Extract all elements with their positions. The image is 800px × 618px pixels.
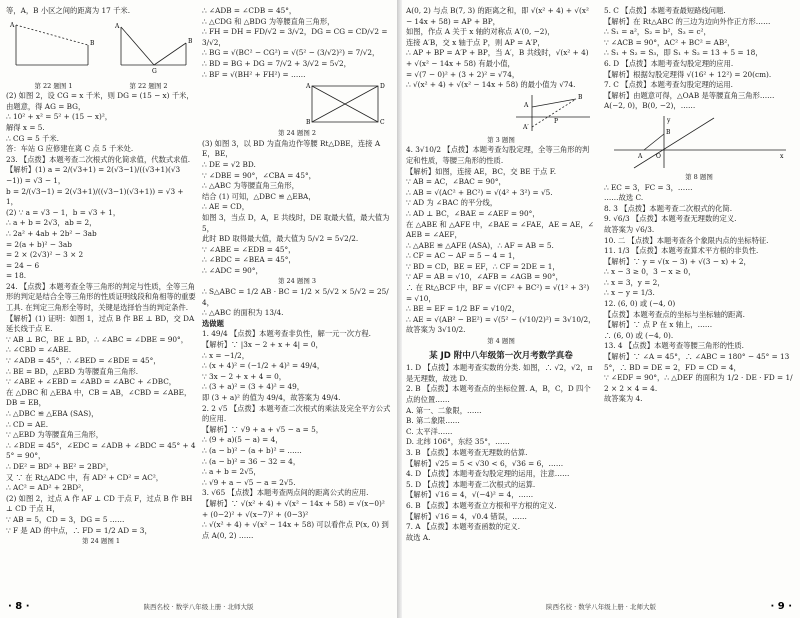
text-line: ∴ √(x² + 4) + √(x² − 14x + 58) 可以看作点 P(x, 0) 到点 A(0, 2) …… bbox=[202, 520, 389, 540]
text-line: ∵ ∠DBE = 90°，∠CBA = 45°， bbox=[202, 170, 316, 180]
text-line: 5. C 【点拨】本题考查最短路线问题. bbox=[604, 6, 726, 15]
text-line: 由题意，得 AG = BG， bbox=[6, 101, 86, 111]
section-heading: 选做题 bbox=[202, 318, 224, 328]
text-line: ∴ △ABC 的面积为 13/4. bbox=[202, 308, 284, 318]
text-line: = 2(a + b)² − 3ab bbox=[6, 239, 72, 249]
text-line: ∴ FH = DH = FD/√2 = 3/√2，DG = CG = CD/√2 = 3/√2， bbox=[202, 27, 390, 47]
text-line: ∴ AC² = AD² + 2BD²， bbox=[6, 483, 89, 493]
left-page-column-1 bbox=[6, 6, 196, 598]
text-line: 8. 3 【点拨】本题考查二次根式的化简. bbox=[604, 203, 733, 213]
svg-text:x: x bbox=[780, 152, 784, 160]
text-line: ∴ S₁ = a²，S₂ = b²，S₃ = c²， bbox=[604, 27, 711, 37]
text-line: ∵ ∠ACB = 90°，AC² + BC² = AB²， bbox=[604, 37, 735, 47]
text-line: ∴ (9 + a)(5 − a) = 4， bbox=[202, 435, 283, 445]
text-line: ∴ ∠CBD = ∠ABE. bbox=[6, 345, 72, 355]
text-line: 故答案为 4. bbox=[604, 394, 643, 404]
svg-text:G: G bbox=[152, 67, 157, 75]
text-line: (2) 如图 2，过点 A 作 AF ⊥ CD 于点 F，过点 B 作 BH ⊥ CD 于点 H， bbox=[6, 493, 195, 514]
text-line: ∴ BE = BD，△EBD 为等腰直角三角形. bbox=[6, 366, 139, 376]
text-line: ∴ x = −1/2， bbox=[202, 350, 249, 360]
text-line: ∴ CD = AE. bbox=[6, 419, 49, 429]
text-line: 【解析】√16 = 4，√0.4 错误，…… bbox=[406, 511, 527, 521]
text-line: 10. 二 【点拨】本题考查各个象限内点的坐标特征. bbox=[604, 235, 769, 245]
text-line: 7. A 【点拨】本题考查函数的定义. bbox=[406, 522, 521, 532]
figure-caption: 第 4 题图 bbox=[487, 337, 515, 346]
text-line: 5. D 【点拨】本题考查二次根式的运算. bbox=[406, 479, 536, 489]
text-line: 【解析】(1) 证明：如图 1，过点 B 作 BE ⊥ BD，交 DA 延长线于点 E. bbox=[6, 313, 197, 334]
text-line: 在 △DBC 和 △EBA 中，CB = AB，∠CBD = ∠ABE，DB = EB， bbox=[6, 387, 192, 408]
text-line: (2) 如图 2，设 CG = x 千米，则 DG = (15 − x) 千米， bbox=[6, 91, 194, 101]
text-line: 【解析】由题意可得，△OAB 是等腰直角三角形…… bbox=[604, 90, 775, 100]
text-line: ∴ ∠BDE = 45°，∠EDC = ∠ADB + ∠BDC = 45° + 45° = 90°， bbox=[6, 440, 196, 461]
text-line: C. 太平洋…… bbox=[406, 426, 453, 436]
svg-text:B: B bbox=[578, 93, 583, 101]
text-line: 2. 2 √5 【点拨】本题考查二次根式的乘法及完全平方公式的应用. bbox=[202, 403, 391, 424]
text-line: 9. √6/3 【点拨】本题考查无理数的定义. bbox=[604, 214, 737, 224]
text-line: 故选 A. bbox=[406, 532, 431, 542]
text-line: = √(7 − 0)² + (3 + 2)² = √74， bbox=[406, 69, 520, 79]
text-line: (3) 如图 3，以 BD 为直角边作等腰 Rt△DBE，连接 AE，BE， bbox=[202, 138, 381, 159]
text-line: 24. 【点拨】本题考查全等三角形的判定与性质，全等三角形的判定是结合全等三角形的性质证明线段和角相等的重要工具. 在判定三角形全等时，关键是选择恰当的判定条件. bbox=[6, 281, 196, 313]
svg-text:B: B bbox=[90, 39, 95, 47]
text-line: ∴ S₁ + S₂ = S₃，即 S₁ + S₂ = 13 + 5 = 18， bbox=[604, 48, 763, 58]
text-line: 等，A，B 小区之间的距离为 17 千米. bbox=[6, 6, 131, 15]
text-line: ∴ BD = BG + DG = 7/√2 + 3/√2 = 5√2， bbox=[202, 58, 351, 68]
text-line: ∵ F 是 AD 的中点，∴ FD = 1/2 AD = 3， bbox=[6, 525, 152, 535]
exam-title: 某 JD 附中八年级第一次月考数学真卷 bbox=[429, 350, 573, 361]
text-line: 即 (3 + a)² 的值为 49/4，故答案为 49/4. bbox=[202, 393, 341, 402]
text-line: ∴ (3 + a)² = (3 + 4)² = 49， bbox=[202, 382, 305, 392]
text-line: 如图 3，当点 D，A，E 共线时，DE 取最大值，最大值为 5， bbox=[202, 212, 392, 233]
figure-caption: 第 22 题图 2 bbox=[129, 81, 168, 90]
text-line: 11. 1/3 【点拨】本题考查算术平方根的非负性. bbox=[604, 246, 759, 256]
text-line: A. 第一、二象限，…… bbox=[406, 405, 482, 415]
text-line: 【解析】∵ ∠A = 45°，∴ ∠ABC = 180° − 45° = 135°，∴ BD = DE = 2，FD = CD = 4， bbox=[604, 352, 790, 372]
text-line: 【解析】在 Rt△ABC 的三边为边向外作正方形…… bbox=[604, 16, 771, 26]
text-line: ∵ AD 为 ∠BAC 的平分线， bbox=[406, 198, 498, 208]
text-line: = 18. bbox=[6, 271, 27, 281]
text-line: ∴ 10² + x² = 5² + (15 − x)²， bbox=[6, 112, 113, 122]
svg-text:D: D bbox=[380, 83, 385, 91]
text-line: ∴ CF = AC − AF = 5 − 4 = 1， bbox=[406, 251, 520, 261]
text-line: 7. C 【点拨】本题考查勾股定理的运用. bbox=[604, 80, 733, 90]
text-line: 答：车站 G 应修建在离 C 点 5 千米处. bbox=[6, 144, 134, 154]
text-line: 4. 3√10/2 【点拨】本题考查勾股定理，全等三角形的判定和性质，等腰三角形的性质. bbox=[406, 145, 590, 165]
text-line: ∵ AB = AC，∠BAC = 90°， bbox=[406, 177, 506, 187]
right-page bbox=[402, 0, 800, 618]
text-line: 故答案为 √6/3. bbox=[604, 224, 655, 234]
left-page-column-2 bbox=[202, 6, 392, 598]
text-line: 3. √65 【点拨】本题考查两点间的距离公式的应用. bbox=[202, 488, 369, 498]
figure-caption: 第 3 题图 bbox=[487, 135, 515, 144]
text-line: 【点拨】本题考查点的坐标与坐标轴的距离. bbox=[604, 309, 745, 319]
text-line: ∵ ∠ADB = 45°，∴ ∠BED = ∠BDE = 45°， bbox=[6, 356, 161, 366]
text-line: ∴ BE = EF = 1/2 BF = √10/2， bbox=[406, 304, 520, 314]
text-line: ∴ CG = 5 千米. bbox=[6, 133, 60, 143]
text-line: ∴ √9 + a − √5 − a = 2√5. bbox=[202, 477, 296, 487]
text-line: ∴ DE = √2 BD. bbox=[202, 159, 256, 169]
text-line: ∴ S△ABC = 1/2 AB · BC = 1/2 × 5/√2 × 5/√2 = 25/4， bbox=[202, 287, 389, 307]
text-line: ∵ AF = AB = √10，∠AFB = ∠AGB = 90°， bbox=[406, 272, 563, 282]
text-line: (2) ∵ a = √3 − 1，b = √3 + 1， bbox=[6, 207, 121, 217]
page-footer: 陕西名校 · 数学八年级上册 · 北师大版 bbox=[546, 603, 656, 611]
text-line: 【解析】√16 = 4，√(−4)² = 4，…… bbox=[406, 490, 534, 500]
text-line: 2. B 【点拨】本题考查点的坐标位置. A，B，C，D 四个点的位置…… bbox=[406, 384, 591, 404]
text-line: ∴ △ABE ≌ △AFE (ASA)，∴ AF = AB = 5. bbox=[406, 240, 554, 250]
text-line: ∴ (x + 4)² = (−1/2 + 4)² = 49/4， bbox=[202, 361, 325, 371]
figure-caption: 第 8 题图 bbox=[685, 172, 713, 181]
figure-24-2 bbox=[202, 82, 392, 126]
figure-caption: 第 24 题图 1 bbox=[81, 537, 121, 546]
text-line: ∴ (a − b)² − (a + b)² = …… bbox=[202, 445, 302, 455]
text-line: ∵ ∠EDF = 90°，∴ △DEF 的面积为 1/2 · DE · FD = 1/2 × 2 × 4 = 4. bbox=[604, 373, 793, 393]
text-line: 【解析】根据勾股定理得 √(16² + 12²) = 20(cm). bbox=[604, 69, 772, 79]
text-line: A(−2, 0)，B(0, −2)，…… bbox=[604, 101, 696, 111]
text-line: ∴ EC = 3，FC = 3，…… bbox=[604, 182, 693, 192]
left-page bbox=[0, 0, 398, 618]
figure-3-coordinate bbox=[406, 93, 596, 133]
svg-text:y: y bbox=[667, 116, 671, 124]
text-line: 解得 x = 5. bbox=[6, 122, 45, 132]
text-line: B. 第二象限…… bbox=[406, 416, 460, 426]
figure-caption: 第 24 题图 3 bbox=[277, 277, 317, 286]
text-line: ∴ △DBC ≌ △EBA (SAS)， bbox=[6, 409, 99, 418]
text-line: 如图，作点 A 关于 x 轴的对称点 A′(0, −2)， bbox=[406, 27, 555, 37]
text-line: ∴ △ABC 为等腰直角三角形， bbox=[202, 181, 299, 191]
text-line: ∴ (a − b)² = 36 − 32 = 4， bbox=[202, 456, 301, 466]
text-line: 3. B 【点拨】本题考查无理数的估算. bbox=[406, 447, 528, 457]
svg-text:B: B bbox=[188, 37, 193, 45]
text-line: ∴ AE = CD， bbox=[202, 202, 250, 212]
svg-text:O: O bbox=[656, 152, 661, 160]
figure-8-graph bbox=[604, 114, 794, 170]
text-line: ∴ 在 Rt△BCF 中，BF = √(CF² + BC²) = √(1² + 3²) = √10， bbox=[406, 283, 592, 303]
text-line: 【解析】∵ |3x − 2 + x + 4| = 0， bbox=[202, 340, 323, 350]
svg-text:P: P bbox=[554, 117, 559, 125]
page-number: · 8 · bbox=[8, 601, 30, 612]
text-line: 【解析】(1) a = 2/(√3+1) = 2(√3−1)/((√3+1)(√3−1)) = √3 − 1， bbox=[6, 165, 181, 185]
figure-22 bbox=[6, 19, 196, 79]
text-line: ∵ ∠ABE = ∠EDB = 45°， bbox=[202, 244, 296, 254]
text-line: 连接 A′B，交 x 轴于点 P，则 AP = A′P， bbox=[406, 37, 545, 47]
text-line: ∵ △EBD 为等腰直角三角形， bbox=[6, 430, 104, 440]
text-line: 此时 BD 取得最大值，最大值为 5/√2 = 5√2/2. bbox=[202, 234, 359, 244]
text-line: ∴ √(x² + 4) + √(x² − 14x + 58) 的最小值为 √74. bbox=[406, 80, 576, 90]
text-line: ∴ (6, 0) 或 (−4, 0). bbox=[604, 330, 674, 340]
text-line: 1. D 【点拨】本题考查实数的分类. 如图，∴ √2，√2，π 是无理数，故选 D. bbox=[406, 363, 595, 383]
text-line: 故答案为 3√10/2. bbox=[406, 325, 466, 335]
figure-caption: 第 22 题图 1 bbox=[34, 81, 73, 90]
text-line: 【解析】∵ √(x² + 4) + √(x² − 14x + 58) = √(x−0)² + (0−2)² + √(x−7)² + (0−3)² bbox=[202, 498, 388, 519]
text-line: ∴ ∠ADB = ∠CDB = 45°， bbox=[202, 6, 297, 15]
text-line: 【解析】如图，连接 AE，BC，交 BE 于点 F. bbox=[406, 166, 557, 176]
svg-text:C: C bbox=[380, 119, 385, 127]
text-line: ∴ 2a² + 4ab + 2b² − 3ab bbox=[6, 228, 97, 238]
svg-text:A: A bbox=[638, 152, 643, 160]
text-line: ∴ △CDG 和 △BDG 为等腰直角三角形， bbox=[202, 16, 335, 26]
text-line: ∴ AD ⊥ BC，∠BAE = ∠AEF = 90°， bbox=[406, 208, 540, 218]
text-line: ∵ 3x − 2 + x + 4 = 0， bbox=[202, 371, 287, 381]
text-line: ∴ BF = √(BH² + FH²) = …… bbox=[202, 69, 306, 79]
svg-text:B: B bbox=[666, 128, 671, 136]
page-footer: 陕西名校 · 数学八年级上册 · 北师大版 bbox=[143, 603, 254, 611]
text-line: ∴ x − 3 ≥ 0，3 − x ≥ 0， bbox=[604, 267, 696, 277]
text-line: 12. (6, 0) 或 (−4, 0) bbox=[604, 299, 676, 309]
text-line: 1. 49/4 【点拨】本题考查非负性，解一元一次方程. bbox=[202, 329, 371, 339]
text-line: ∵ BD = CD，BE = EF，∴ CF = 2DE = 1， bbox=[406, 261, 560, 271]
text-line: 13. 4 【点拨】本题考查等腰三角形的性质. bbox=[604, 341, 744, 351]
text-line: = 2 × (2√3)² − 3 × 2 bbox=[6, 250, 84, 260]
text-line: 4. D 【点拨】本题考查勾股定理的运用，注意…… bbox=[406, 469, 570, 479]
text-line: 6. B 【点拨】本题考查立方根和平方根的定义. bbox=[406, 500, 557, 510]
text-line: ……故选 C. bbox=[604, 193, 644, 203]
text-line: ∵ ∠ABE + ∠EBD = ∠ABD = ∠ABC + ∠DBC， bbox=[6, 377, 177, 387]
text-line: ∴ AE = √(AB² − BE²) = √(5² − (√10/2)²) = 3√10/2， bbox=[406, 314, 596, 324]
text-line: ∴ ∠ADC = 90°， bbox=[202, 265, 263, 275]
svg-text:B: B bbox=[306, 119, 311, 127]
text-line: ∴ ∠BDC = ∠BEA = 45°， bbox=[202, 255, 296, 265]
right-page-column-1 bbox=[406, 6, 596, 598]
right-page-column-2 bbox=[604, 6, 794, 598]
text-line: 结合 (1) 可知，△DBC ≌ △EBA， bbox=[202, 191, 316, 201]
svg-text:A: A bbox=[306, 83, 311, 91]
text-line: ∴ x − y = 1/3. bbox=[604, 288, 655, 298]
text-line: = 24 − 6 bbox=[6, 260, 40, 270]
text-line: 23. 【点拨】本题考查二次根式的化简求值，代数式求值. bbox=[6, 154, 191, 164]
text-line: ∴ AB = √(AC² + BC²) = √(4² + 3²) = √5. bbox=[406, 187, 553, 197]
text-line: 又 ∵ 在 Rt△ADC 中，有 AD² + CD² = AC²， bbox=[6, 472, 164, 482]
text-line: ∴ AP + BP = A′P + BP，当 A′，B 共线时，√(x² + 4) + √(x² − 14x + 58) 有最小值， bbox=[406, 48, 591, 68]
text-line: 【解析】∵ y = √(x − 3) + √(3 − x) + 2， bbox=[604, 256, 751, 266]
text-line: 【解析】∵ √9 + a + √5 − a = 5， bbox=[202, 424, 324, 434]
svg-text:A: A bbox=[524, 101, 529, 109]
text-line: ∵ AB = 5，CD = 3，DG = 5 …… bbox=[6, 514, 125, 524]
text-line: D. 北纬 106°，东经 35°，…… bbox=[406, 437, 510, 447]
text-line: b = 2/(√3−1) = 2(√3+1)/((√3−1)(√3+1)) = √3 + 1， bbox=[6, 186, 186, 207]
text-line: 【解析】∵ 点 P 在 x 轴上，…… bbox=[604, 320, 713, 330]
text-line: ∵ AB ⊥ BC，BE ⊥ BD，∴ ∠ABC = ∠DBE = 90°， bbox=[6, 334, 188, 344]
text-line: ∴ DE² = BD² + BE² = 2BD²， bbox=[6, 461, 114, 471]
page-number: · 9 · bbox=[770, 601, 792, 612]
text-line: ∴ BG = √(BC² − CG²) = √(5² − (3/√2)²) = 7/√2， bbox=[202, 48, 380, 58]
svg-text:A: A bbox=[10, 21, 15, 29]
text-line: ∴ a + b = 2√3，ab = 2， bbox=[6, 218, 97, 228]
text-line: 在 △ABE 和 △AFE 中，∠BAE = ∠FAE，AE = AE，∠AEB = ∠AEF， bbox=[406, 219, 594, 240]
text-line: 6. D 【点拨】本题考查勾股定理的应用. bbox=[604, 58, 734, 68]
text-line: ∴ a + b = 2√5， bbox=[202, 467, 261, 477]
figure-caption: 第 24 题图 2 bbox=[277, 129, 317, 138]
text-line: A(0, 2) 与点 B(7, 3) 的距离之和，即 √(x² + 4) + √(x² − 14x + 58) = AP + BP， bbox=[406, 6, 592, 26]
svg-text:A′: A′ bbox=[523, 123, 529, 131]
svg-text:A: A bbox=[115, 22, 120, 30]
text-line: ∴ x = 3，y = 2， bbox=[604, 277, 665, 287]
text-line: 【解析】√25 = 5 < √30 < 6，√36 = 6，…… bbox=[406, 458, 564, 468]
